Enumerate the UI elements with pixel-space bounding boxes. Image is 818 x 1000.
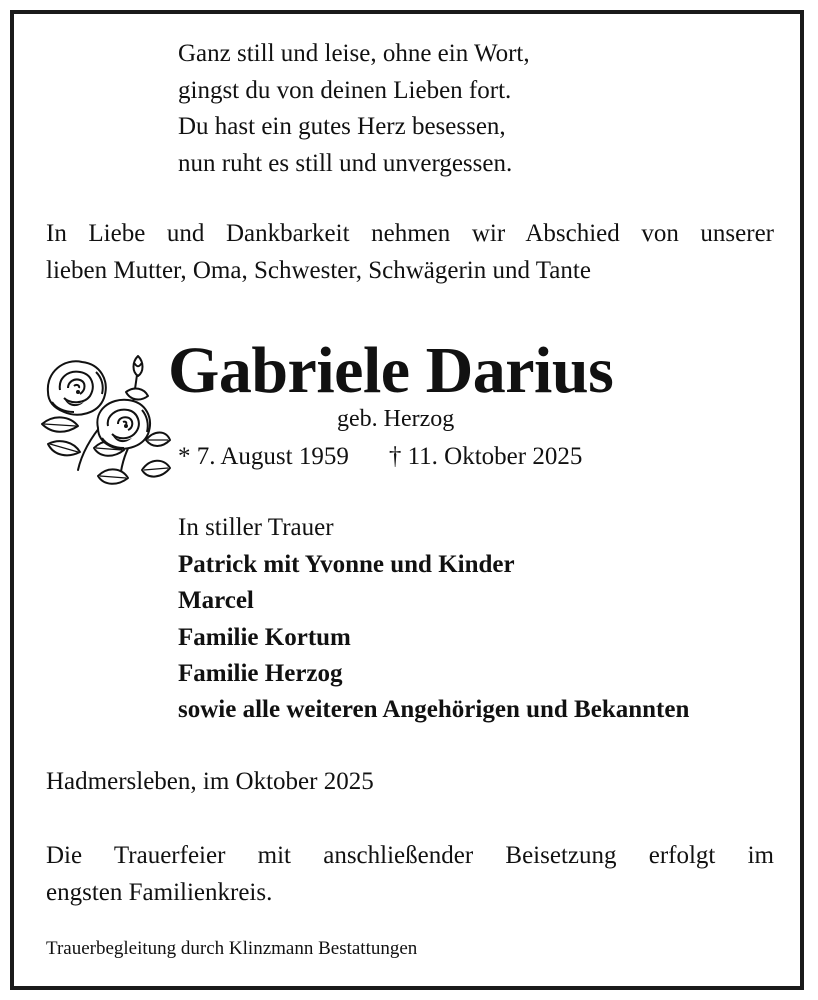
poem-line: Du hast ein gutes Herz besessen, [178,113,506,140]
poem-line: gingst du von deinen Lieben fort. [178,76,512,104]
maiden-name: geb. Herzog [337,406,455,432]
birth-date: * 7. August 1959 [178,443,349,470]
mourner-name: Familie Kortum [178,623,351,651]
obituary-notice [10,10,804,990]
mourner-name: Familie Herzog [178,659,343,687]
intro-line: In Liebe und Dankbarkeit nehmen wir Abschied von unserer [46,220,774,247]
poem-line: Ganz still und leise, ohne ein Wort, [178,40,530,67]
poem-line: nun ruht es still und unvergessen. [178,149,513,177]
life-dates [178,441,582,473]
mourner-name: Patrick mit Yvonne und Kinder [178,551,515,578]
undertaker-credit: Trauerbegleitung durch Klinzmann Bestattungen [46,938,418,959]
service-line: engsten Familienkreis. [46,878,273,906]
mourner-name: Marcel [178,587,254,615]
roses-icon [34,352,172,492]
mourner-name: sowie alle weiteren Angehörigen und Bekannten [178,696,690,724]
service-line: Die Trauerfeier mit anschließender Beisetzung erfolgt im [46,842,774,869]
poem [178,36,530,182]
mourners-intro: In stiller Trauer [178,514,334,541]
mourners-list [178,547,689,728]
intro-line: lieben Mutter, Oma, Schwester, Schwägerin und Tante [46,256,591,284]
place-date: Hadmersleben, im Oktober 2025 [46,768,374,795]
death-date: † 11. Oktober 2025 [388,443,583,470]
service-info [46,838,774,911]
intro-text [46,216,774,289]
deceased-name: Gabriele Darius [168,334,614,407]
